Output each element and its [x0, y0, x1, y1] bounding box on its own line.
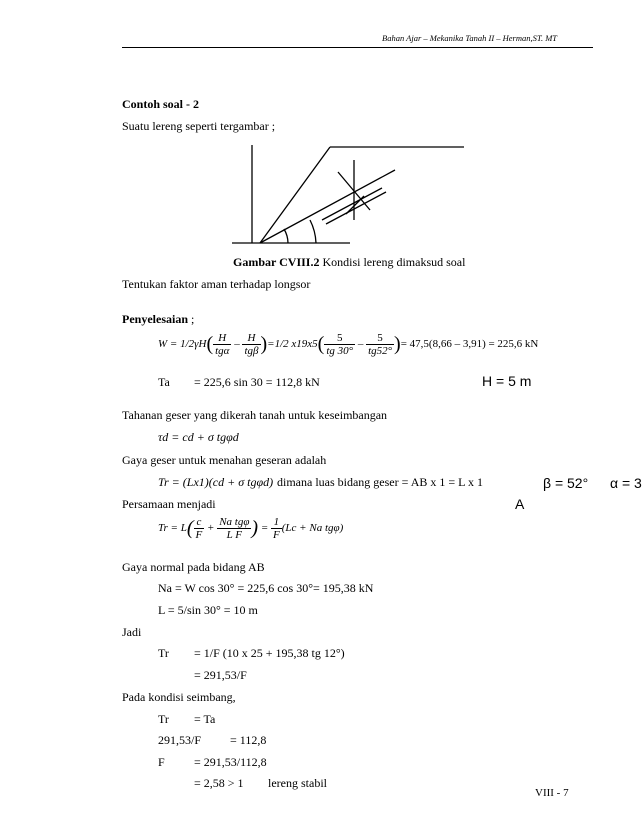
- alpha-angle-arc: [284, 229, 288, 243]
- force-arrow-line-2: [326, 192, 386, 224]
- slope-face-line: [260, 147, 330, 243]
- task-text: Tentukan faktor aman terhadap longsor: [122, 277, 311, 291]
- height-note: H = 5 m: [482, 373, 532, 389]
- section-title: Contoh soal - 2: [122, 97, 200, 111]
- page-number: VIII - 7: [535, 787, 569, 799]
- eq4-right: = 2,58 > 1: [194, 776, 244, 790]
- w-gamma-h: γH: [194, 338, 207, 351]
- eq2-right: = 112,8: [230, 733, 267, 747]
- paragraph-jadi: Jadi: [122, 625, 142, 639]
- eq2-left: 291,53/F: [158, 733, 202, 747]
- na-line: Na = W cos 30° = 225,6 cos 30°= 195,38 kN: [158, 581, 374, 595]
- w-mid: =1/2 x19x5: [267, 338, 318, 351]
- tr2-fraction-3: $\frac{1}{F}$: [273, 516, 280, 541]
- tr-calc-line2: = 291,53/F: [194, 668, 247, 682]
- solution-suffix: ;: [188, 312, 195, 326]
- eq1-right: = Ta: [194, 712, 216, 726]
- beta-angle-arc: [310, 220, 316, 243]
- paragraph-kondisi: Pada kondisi seimbang,: [122, 690, 236, 704]
- figure-caption-label: Gambar CVIII.2: [233, 255, 320, 269]
- eq4-note: lereng stabil: [268, 776, 327, 790]
- tr2-lhs: Tr = L: [158, 522, 187, 535]
- beta-note: β = 52°: [543, 475, 589, 491]
- figure-caption-text: Kondisi lereng dimaksud soal: [322, 255, 466, 269]
- eq3-right: = 291,53/112,8: [194, 755, 267, 769]
- w-fraction-4: $\frac{5}{tg52^\circ}$: [368, 332, 393, 357]
- tr-fraction-equation: Tr = L( $\frac{c}{F}$ + $\frac{\text{Na tgφ}}{\text{L F}}$ ) = $\frac{1}{F}$ (Lc + Na tgφ): [158, 516, 344, 541]
- tr-equation: Tr = (Lx1)(cd + σ tgφd): [158, 475, 274, 489]
- paragraph-gaya-geser: Gaya geser untuk menahan geseran adalah: [122, 453, 327, 467]
- ta-value: = 225,6 sin 30 = 112,8 kN: [194, 375, 320, 389]
- paragraph-tahanan: Tahanan geser yang dikerah tanah untuk keseimbangan: [122, 408, 388, 422]
- w-lhs: W = 1/2: [158, 338, 195, 351]
- solution-heading: [122, 312, 194, 327]
- tr-calc-label: Tr: [158, 646, 169, 660]
- eq1-left: Tr: [158, 712, 169, 726]
- tr-calc-line1: = 1/F (10 x 25 + 195,38 tg 12°): [194, 646, 345, 660]
- intro-text: Suatu lereng seperti tergambar ;: [122, 119, 276, 133]
- l-line: L = 5/sin 30° = 10 m: [158, 603, 258, 617]
- alpha-note: α = 3: [610, 475, 642, 491]
- header-rule: [122, 47, 593, 48]
- ta-label: Ta: [158, 375, 170, 389]
- w-result: = 47,5(8,66 – 3,91) = 225,6 kN: [400, 338, 539, 351]
- tr2-rhs: (Lc + Na tgφ): [281, 522, 344, 535]
- tr2-fraction-1: $\frac{c}{F}$: [195, 516, 203, 541]
- paragraph-persamaan: Persamaan menjadi: [122, 497, 216, 511]
- slope-figure: [230, 140, 470, 250]
- tr-note: dimana luas bidang geser = AB x 1 = L x 1: [277, 475, 484, 489]
- w-fraction-2: $\frac{H}{\text{tgβ}}$: [244, 332, 259, 357]
- point-a-note: A: [515, 496, 525, 512]
- tr2-fraction-2: $\frac{\text{Na tgφ}}{\text{L F}}$: [219, 516, 250, 541]
- tau-equation: τd = cd + σ tgφd: [158, 430, 239, 444]
- page-header: Bahan Ajar – Mekanika Tanah II – Herman,ST. MT: [382, 33, 558, 43]
- figure-caption: [233, 255, 465, 270]
- failure-plane-line: [260, 170, 395, 243]
- paragraph-gaya-normal: Gaya normal pada bidang AB: [122, 560, 265, 574]
- eq3-left: F: [158, 755, 165, 769]
- solution-title: Penyelesaian: [122, 312, 188, 326]
- w-fraction-3: $\frac{5}{tg 30^\circ}$: [326, 332, 354, 357]
- weight-equation: W = 1/2γH( $\frac{H}{\text{tgα}}$ – $\frac{H}{\text{tgβ}}$ )=1/2 x19x5( $\frac{5}{tg 30^\circ}$ – $\frac{5}{tg52^\circ}$ )= 47,5(8,66 – 3,91) = 225,6 kN: [158, 332, 539, 357]
- w-fraction-1: $\frac{H}{\text{tgα}}$: [215, 332, 230, 357]
